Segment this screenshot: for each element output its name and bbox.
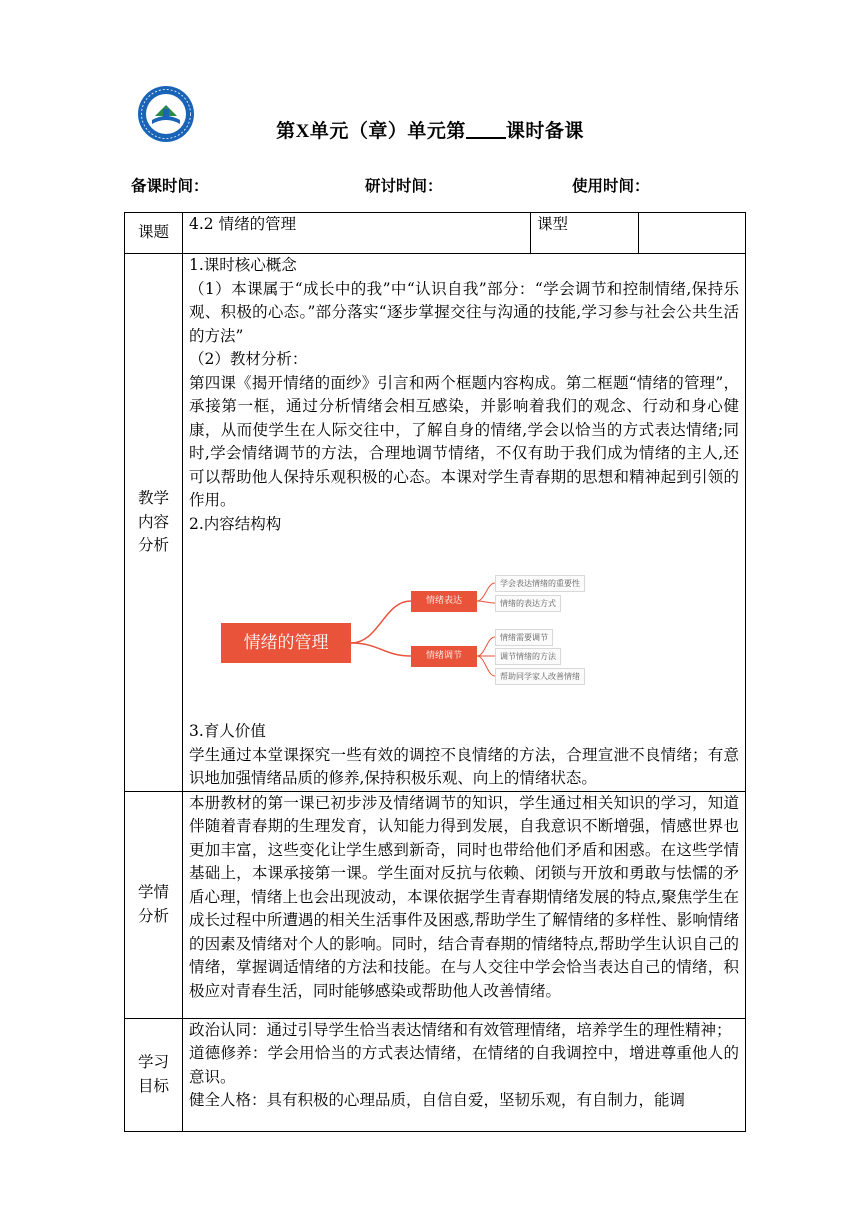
student-analysis-row: [125, 791, 746, 1018]
lesson-plan-table: [124, 212, 746, 1132]
content-analysis-cell: [183, 254, 746, 792]
goal-political: 政治认同：通过引导学生恰当表达情绪和有效管理情绪，培养学生的理性精神；: [189, 1020, 732, 1039]
learning-goals-cell: [183, 1018, 746, 1131]
core-concept-text: （1）本课属于“成长中的我”中“认识自我”部分：“学会调节和控制情绪,保持乐观、积极的心态。”部分落实“逐步掌握交往与沟通的技能,学习参与社会公共生活的方法”: [189, 279, 739, 345]
content-analysis-label: 教学内容分析: [125, 254, 183, 792]
mindmap-branch-regulation: 情绪调节: [411, 646, 477, 667]
textbook-analysis-heading: （2）教材分析：: [189, 350, 308, 368]
structure-heading: 2.内容结构构: [189, 514, 282, 533]
learning-goals-label: 学习目标: [125, 1018, 183, 1131]
student-analysis-label: 学情分析: [125, 791, 183, 1018]
prep-time-label: 备课时间：: [131, 176, 209, 195]
student-analysis-cell: [183, 791, 746, 1018]
discuss-time-label: 研讨时间：: [365, 176, 443, 195]
mindmap-leaf: 情绪需要调节: [495, 629, 553, 646]
mindmap-root: 情绪的管理: [221, 623, 351, 663]
type-label: 课型: [531, 213, 639, 254]
learning-goals-row: [125, 1018, 746, 1131]
content-analysis-row: [125, 254, 746, 792]
mindmap-leaf: 情绪的表达方式: [495, 595, 561, 612]
topic-label: 课题: [125, 213, 183, 254]
use-time-label: 使用时间：: [572, 176, 650, 195]
student-analysis-text: 本册教材的第一课已初步涉及情绪调节的知识，学生通过相关知识的学习，知道伴随着青春期的生理发育，认知能力得到发展，自我意识不断增强，情感世界也更加丰富，这些变化让学生感到新奇，同时也带给他们矛盾和困惑。在这些学情基础上，本课承接第一课。学生面对反抗与依赖、闭锁与开放和勇敢与怯懦的矛盾心理，情绪上也会出现波动，本课依据学生青春期情绪发展的特点,聚焦学生在成长过程中所遭遇的相关生活事件及困惑,帮助学生了解情绪的多样性、影响情绪的因素及情绪对个人的影响。同时，结合青春期的情绪特点,帮助学生认识自己的情绪，掌握调适情绪的方法和技能。在与人交往中学会恰当表达自己的情绪，积极应对青春生活，同时能够感染或帮助他人改善情绪。: [189, 793, 739, 1000]
mindmap-leaf: 调节情绪的方法: [495, 648, 561, 665]
mindmap-leaf: 帮助同学家人改善情绪: [495, 668, 585, 685]
textbook-analysis-text: 第四课《揭开情绪的面纱》引言和两个框题内容构成。第二框题“情绪的管理”，承接第一框，通过分析情绪会相互感染，并影响着我们的观念、行动和身心健康，从而使学生在人际交往中，了解自身的情绪,学会以恰当的方式表达情绪;同时,学会情绪调节的方法，合理地调节情绪，不仅有助于我们成为情绪的主人,还可以帮助他人保持乐观积极的心态。本课对学生青春期的思想和精神起到引领的作用。: [189, 373, 739, 509]
mindmap-leaf: 学会表达情绪的重要性: [495, 575, 585, 592]
goal-personality: 健全人格：具有积极的心理品质，自信自爱，坚韧乐观，有自制力，能调: [189, 1091, 686, 1109]
goal-moral: 道德修养：学会用恰当的方式表达情绪，在情绪的自我调控中，增进尊重他人的意识。: [189, 1044, 739, 1086]
educational-value-heading: 3.育人价值: [189, 722, 266, 740]
mindmap-branch-expression: 情绪表达: [411, 591, 477, 612]
page-title: 第X单元（章）单元第 课时备课: [276, 120, 584, 142]
type-value: [639, 213, 746, 254]
content-structure-mindmap: [189, 542, 739, 720]
educational-value-text: 学生通过本堂课探究一些有效的调控不良情绪的方法，合理宣泄不良情绪；有意识地加强情绪品质的修养,保持积极乐观、向上的情绪状态。: [189, 745, 739, 787]
topic-value: 4.2 情绪的管理: [183, 213, 531, 254]
core-concept-heading: 1.课时核心概念: [189, 256, 297, 274]
lesson-number-blank: [466, 119, 506, 139]
topic-row: [125, 213, 746, 254]
